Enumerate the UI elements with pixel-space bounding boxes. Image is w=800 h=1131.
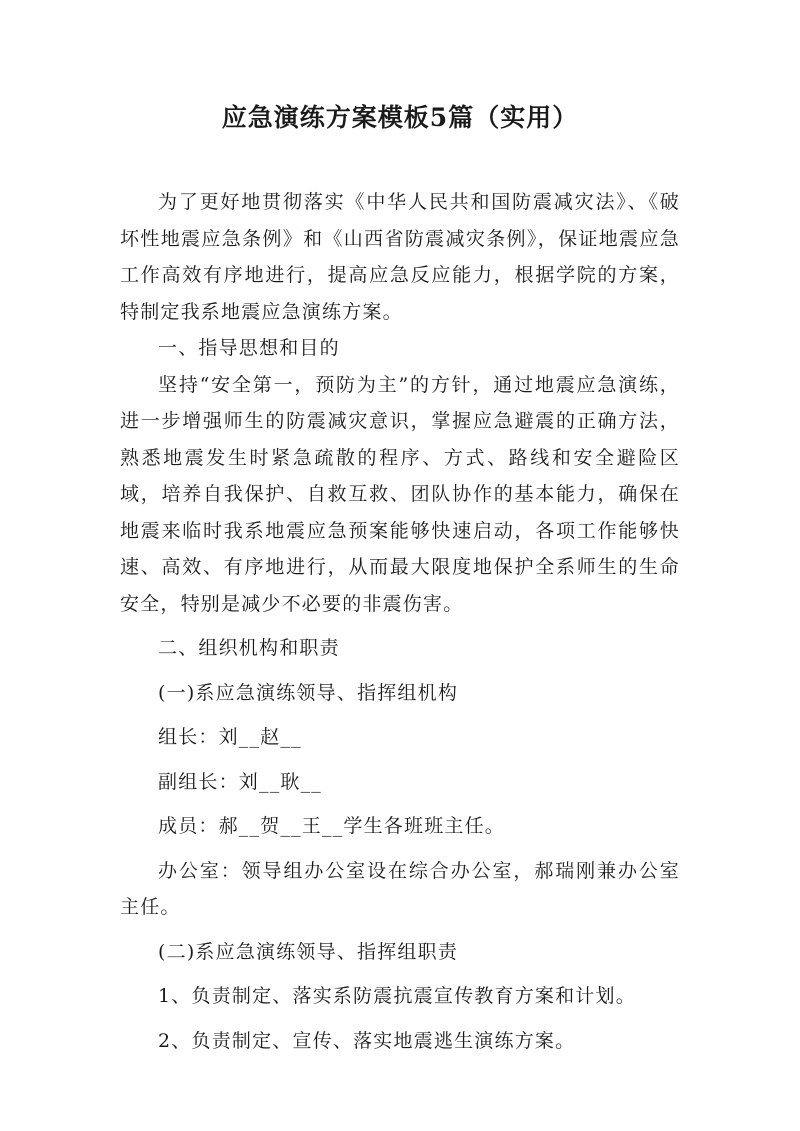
subsection-heading-responsibilities: (二)系应急演练领导、指挥组职责 xyxy=(158,940,459,963)
guiding-ideas-paragraph: 坚持“安全第一，预防为主”的方针，通过地震应急演练，进一步增强师生的防震减灾意识，掌握应急避震的正确方法，熟悉地震发生时紧急疏散的程序、方式、路线和安全避险区域，培养自我保护、自救互救、团队协作的基本能力，确保在地震来临时我系地震应急预案能够快速启动，各项工作能够快速、高效、有序地进行，从而最大限度地保护全系师生的生命安全，特别是减少不必要的非震伤害。 xyxy=(120,373,680,615)
document-title: 应急演练方案模板5篇（实用） xyxy=(221,103,579,132)
group-leader-line: 组长：刘__赵__ xyxy=(158,726,302,748)
document-body xyxy=(120,184,680,1059)
section-heading-guiding-ideas: 一、指导思想和目的 xyxy=(158,337,340,359)
intro-paragraph: 为了更好地贯彻落实《中华人民共和国防震减灾法》、《破坏性地震应急条例》和《山西省防震减灾条例》，保证地震应急工作高效有序地进行，提高应急反应能力，根据学院的方案，特制定我系地震应急演练方案。 xyxy=(120,191,680,323)
responsibility-item-2: 2、负责制定、宣传、落实地震逃生演练方案。 xyxy=(158,1029,576,1052)
deputy-leader-line: 副组长：刘__耿__ xyxy=(158,770,323,793)
section-heading-organization: 二、组织机构和职责 xyxy=(158,637,340,659)
subsection-heading-leadership-group: (一)系应急演练领导、指挥组机构 xyxy=(158,681,459,704)
office-paragraph: 办公室：领导组办公室设在综合办公室，郝瑞刚兼办公室主任。 xyxy=(120,859,680,918)
responsibility-item-1: 1、负责制定、落实系防震抗震宣传教育方案和计划。 xyxy=(158,985,636,1007)
members-line: 成员：郝__贺__王__学生各班班主任。 xyxy=(158,815,506,837)
